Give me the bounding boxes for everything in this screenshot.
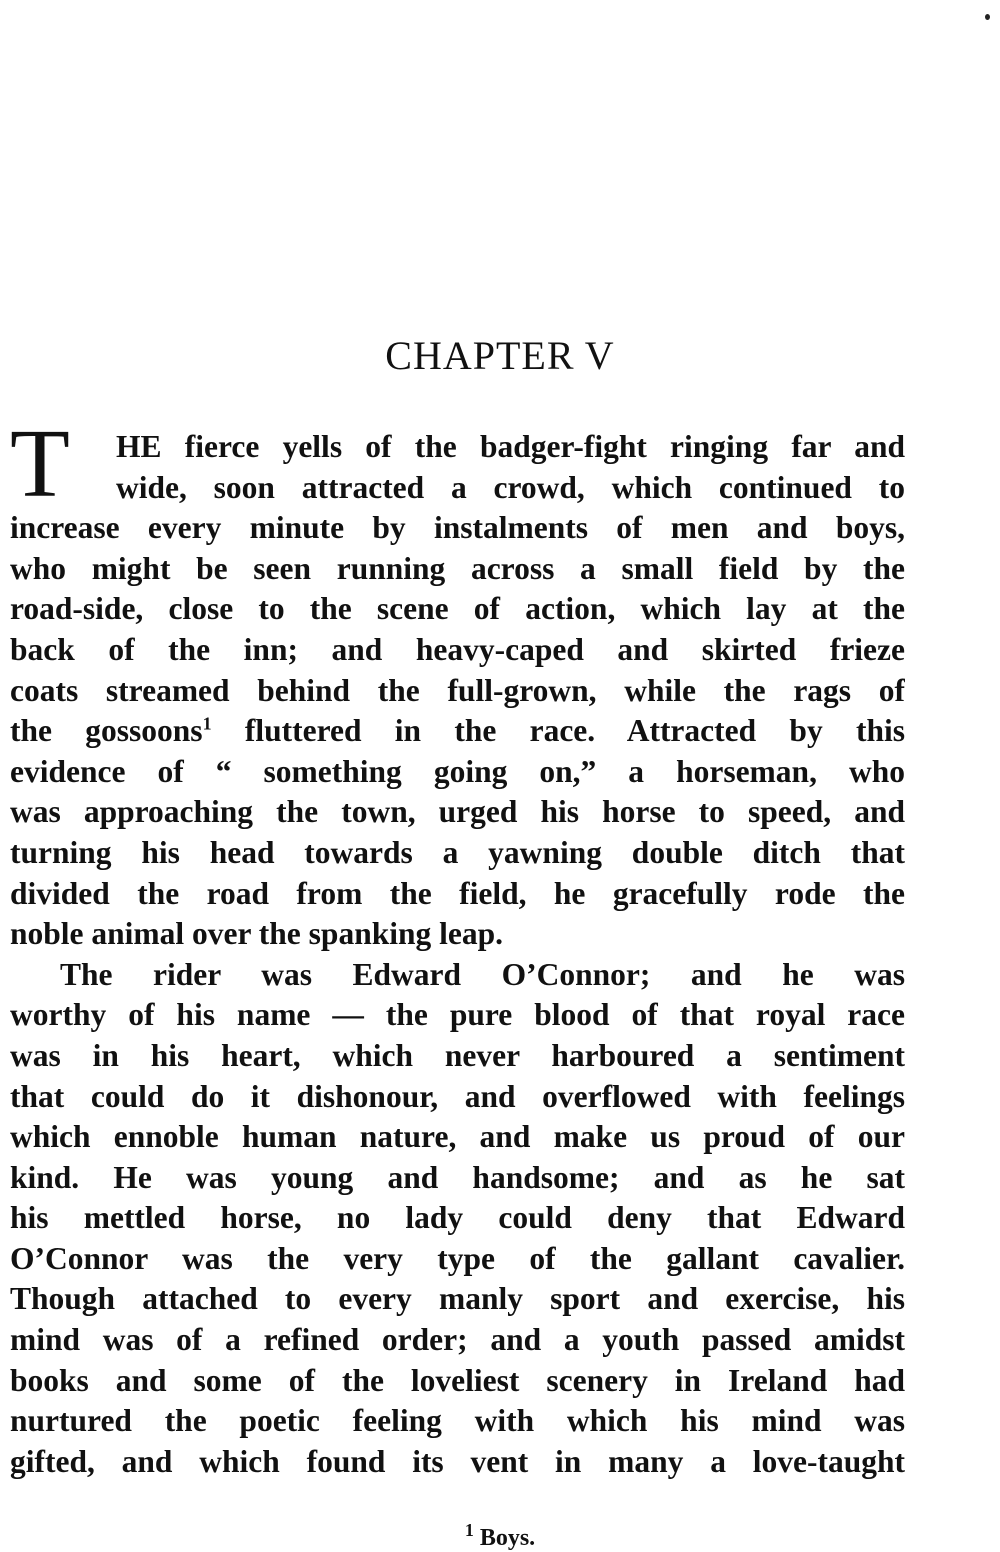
text-line: gifted, and which found its vent in many a love-taught — [10, 1443, 905, 1479]
text-line: who might be seen running across a small field by the — [10, 550, 905, 586]
text-line: divided the road from the field, he gracefully rode the — [10, 875, 905, 911]
text-line: O’Connor was the very type of the gallant cavalier. — [10, 1240, 905, 1276]
footnote-reference: 1 — [202, 713, 212, 734]
text-line: road-side, close to the scene of action, which lay at the — [10, 591, 905, 627]
chapter-title: CHAPTER V — [385, 333, 615, 378]
text-line: Though attached to every manly sport and exercise, his — [10, 1281, 905, 1317]
text-line: HE fierce yells of the badger-fight ringing far and — [116, 429, 905, 464]
text-line: back of the inn; and heavy-caped and skirted frieze — [10, 631, 905, 667]
text-line: worthy of his name — the pure blood of that royal race — [10, 997, 905, 1033]
text-line — [10, 711, 905, 752]
text-line: mind was of a refined order; and a youth passed amidst — [10, 1322, 905, 1358]
text-line: The rider was Edward O’Connor; and he was — [60, 956, 905, 992]
text-line: his mettled horse, no lady could deny that Edward — [10, 1200, 905, 1236]
text-line: increase every minute by instalments of men and boys, — [10, 510, 905, 546]
text-line: evidence of “ something going on,” a horseman, who — [10, 753, 905, 789]
text-line: was approaching the town, urged his horse to speed, and — [10, 794, 905, 830]
text-line: noble animal over the spanking leap. — [10, 916, 504, 952]
text-line: that could do it dishonour, and overflowed with feelings — [10, 1078, 905, 1114]
text-line: wide, soon attracted a crowd, which continued to — [116, 469, 905, 505]
text-line: kind. He was young and handsome; and as he sat — [10, 1159, 905, 1195]
drop-cap: T — [10, 410, 70, 518]
ink-speck — [985, 14, 990, 20]
footnote-mark: 1 — [464, 1520, 474, 1540]
footnote-text: Boys. — [479, 1525, 536, 1551]
text-line: nurtured the poetic feeling with which his mind was — [10, 1403, 905, 1439]
text-line: was in his heart, which never harboured a sentiment — [10, 1037, 905, 1073]
body-text — [10, 427, 905, 1482]
text-line-start: the gossoons — [10, 713, 203, 749]
text-line: turning his head towards a yawning double ditch that — [10, 834, 905, 870]
text-line: coats streamed behind the full-grown, while the rags of — [10, 672, 905, 708]
text-line-rest: fluttered in the race. Attracted by this — [211, 713, 905, 749]
text-line: which ennoble human nature, and make us proud of our — [10, 1119, 905, 1155]
text-line: books and some of the loveliest scenery in Ireland had — [10, 1362, 905, 1398]
